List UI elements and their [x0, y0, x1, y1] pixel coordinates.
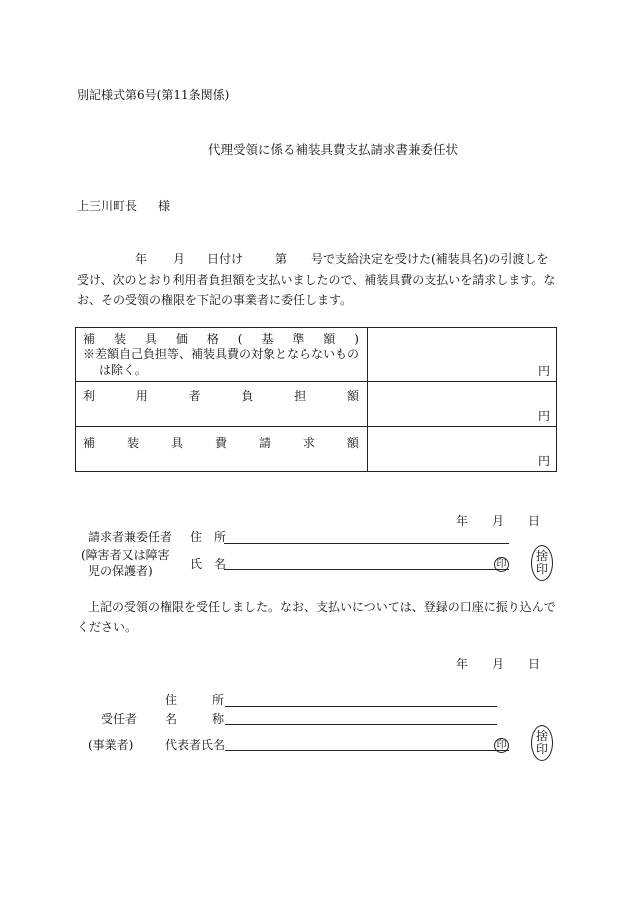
claim-amount-label: 補 装 具 費 請 求 額: [83, 436, 359, 450]
acceptance-line-2: ください。: [77, 620, 138, 634]
agent-address-label: 住 所: [165, 693, 224, 707]
requester-sute-in-seal: 捨 印: [531, 545, 553, 581]
requester-seal-mark: 印: [494, 557, 509, 572]
addressee-honorific: 様: [158, 199, 171, 213]
page-title: 代理受領に係る補装具費支払請求書兼委任状: [208, 142, 459, 157]
date2-month: 月: [492, 657, 505, 671]
requester-role-note-2: 児の保護者): [88, 564, 153, 578]
intro-year: 年: [135, 252, 148, 266]
addressee: 上三川町長: [77, 199, 138, 213]
agent-representative-field[interactable]: [225, 750, 509, 751]
claim-amount-value-cell[interactable]: [368, 427, 557, 472]
intro-date-suffix: 日付け: [207, 252, 244, 266]
agent-sute-in-seal: 捨 印: [531, 725, 553, 761]
date2-year: 年: [456, 657, 469, 671]
amounts-table: [75, 327, 557, 472]
agent-seal-mark: 印: [494, 738, 509, 753]
agent-role-note: (事業者): [88, 738, 134, 752]
requester-name-field[interactable]: [224, 569, 509, 570]
intro-line-3: お、その受領の権限を下記の事業者に委任します。: [77, 293, 353, 307]
standard-price-value-cell[interactable]: [368, 328, 557, 382]
requester-role: 請求者兼委任者: [88, 530, 173, 544]
yen-unit: 円: [537, 454, 550, 468]
table-row: [76, 382, 557, 427]
table-row: [76, 328, 557, 382]
intro-month: 月: [173, 252, 186, 266]
date1-month: 月: [492, 514, 505, 528]
date1-day: 日: [528, 514, 541, 528]
requester-address-label: 住 所: [190, 530, 227, 544]
acceptance-line-1: 上記の受領の権限を受任しました。なお、支払いについては、登録の口座に振り込んで: [88, 600, 556, 614]
standard-price-label: 補 装 具 価 格 ( 基 準 額 ): [83, 332, 359, 346]
date2-day: 日: [528, 657, 541, 671]
standard-price-note-1: ※差額自己負担等、補装具費の対象とならないもの: [83, 347, 360, 361]
user-burden-value-cell[interactable]: [368, 382, 557, 427]
agent-role: 受任者: [101, 712, 138, 726]
yen-unit: 円: [537, 364, 550, 378]
table-row-label-cell: [76, 382, 368, 427]
agent-representative-label: 代表者氏名: [165, 738, 226, 752]
agent-address-field[interactable]: [225, 706, 497, 707]
requester-role-note-1: (障害者又は障害: [81, 548, 170, 562]
date1-year: 年: [456, 514, 469, 528]
table-row: [76, 427, 557, 472]
requester-name-label: 氏 名: [190, 557, 227, 571]
intro-line-2: 受け、次のとおり利用者負担額を支払いましたので、補装具費の支払いを請求します。な: [77, 273, 556, 287]
agent-name-label: 名 称: [165, 712, 224, 726]
intro-dai: 第: [275, 252, 288, 266]
user-burden-label: 利 用 者 負 担 額: [83, 389, 359, 403]
table-row-label-cell: [76, 427, 368, 472]
yen-unit: 円: [537, 409, 550, 423]
form-number: 別記様式第6号(第11条関係): [77, 88, 230, 102]
table-row-label-cell: [76, 328, 368, 382]
standard-price-note-2: は除く。: [99, 363, 147, 377]
agent-name-field[interactable]: [225, 724, 497, 725]
requester-address-field[interactable]: [224, 543, 509, 544]
intro-go-text: 号で支給決定を受けた(補装具名)の引渡しを: [311, 252, 549, 266]
